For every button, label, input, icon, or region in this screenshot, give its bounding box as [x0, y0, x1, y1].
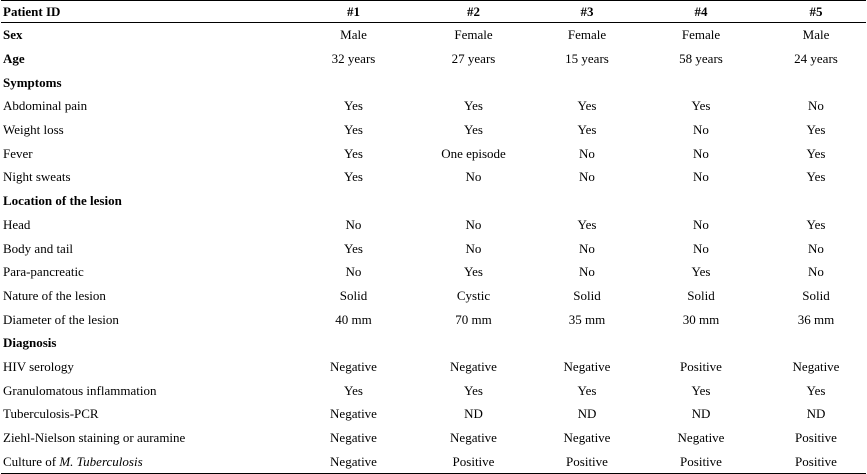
value-cell: No	[579, 145, 595, 161]
value-cell: Yes	[577, 382, 597, 398]
header-row	[1, 1, 866, 23]
value-cell: ND	[806, 406, 826, 422]
patient-header: #2	[467, 4, 480, 19]
table-row	[1, 449, 866, 473]
empty-cell	[409, 331, 538, 355]
patient-header: #1	[347, 4, 360, 19]
table-row	[1, 307, 866, 331]
table-row	[1, 94, 866, 118]
table-body	[1, 23, 866, 474]
value-cell: Yes	[691, 382, 711, 398]
row-label: Granulomatous inflammation	[3, 382, 157, 398]
row-label: Sex	[3, 27, 23, 43]
value-cell: No	[579, 264, 595, 280]
empty-cell	[409, 189, 538, 213]
value-cell: Yes	[691, 98, 711, 114]
value-cell: Yes	[344, 240, 363, 256]
value-cell: 40 mm	[335, 311, 372, 327]
empty-cell	[298, 70, 409, 94]
value-cell: Yes	[577, 216, 597, 232]
table-row	[1, 426, 866, 450]
empty-cell	[766, 70, 866, 94]
value-cell: No	[465, 240, 482, 256]
value-cell: Solid	[339, 287, 368, 303]
section-label: Symptoms	[3, 74, 62, 90]
value-cell: Negative	[330, 406, 377, 422]
table-row	[1, 378, 866, 402]
value-cell: No	[345, 216, 362, 232]
value-cell: Positive	[680, 358, 722, 374]
value-cell: No	[693, 169, 709, 185]
value-cell: Yes	[806, 382, 826, 398]
value-cell: Negative	[330, 358, 377, 374]
table-row	[1, 402, 866, 426]
value-cell: No	[693, 216, 709, 232]
empty-cell	[298, 331, 409, 355]
value-cell: 32 years	[331, 51, 376, 67]
row-label: Ziehl-Nielson staining or auramine	[3, 430, 186, 446]
row-label: Abdominal pain	[3, 98, 88, 114]
table-row	[1, 165, 866, 189]
value-cell: 30 mm	[682, 311, 720, 327]
value-cell: Yes	[806, 145, 826, 161]
row-label: Night sweats	[3, 169, 71, 185]
value-cell: No	[465, 216, 482, 232]
row-label: Para-pancreatic	[3, 264, 84, 280]
empty-cell	[538, 70, 636, 94]
value-cell: 15 years	[565, 51, 609, 67]
value-cell: Yes	[344, 169, 363, 185]
value-cell: Yes	[344, 98, 363, 114]
row-label: Head	[3, 216, 31, 232]
value-cell: Yes	[577, 122, 597, 138]
empty-cell	[636, 331, 766, 355]
empty-cell	[298, 189, 409, 213]
table-row	[1, 23, 866, 47]
section-label: Location of the lesion	[3, 193, 122, 209]
value-cell: Yes	[344, 382, 363, 398]
table-row	[1, 355, 866, 379]
value-cell: Yes	[464, 382, 483, 398]
value-cell: Cystic	[456, 287, 491, 303]
table-row	[1, 284, 866, 308]
value-cell: Negative	[792, 358, 840, 374]
row-label	[1, 449, 298, 473]
value-cell: Solid	[687, 287, 715, 303]
value-cell: Negative	[450, 430, 497, 446]
value-cell: Male	[340, 27, 367, 43]
value-cell: Positive	[566, 453, 608, 469]
value-cell: ND	[691, 406, 711, 422]
value-cell: No	[579, 169, 595, 185]
patient-header: #4	[694, 4, 708, 19]
value-cell: No	[693, 240, 709, 256]
value-cell: Positive	[680, 453, 722, 469]
table-row	[1, 236, 866, 260]
value-cell: Yes	[464, 264, 483, 280]
row-label: Weight loss	[3, 122, 64, 138]
value-cell: No	[465, 169, 482, 185]
value-cell: 24 years	[794, 51, 838, 67]
value-cell: ND	[464, 406, 483, 422]
section-label: Diagnosis	[3, 335, 57, 351]
header-label: Patient ID	[3, 4, 61, 19]
empty-cell	[766, 331, 866, 355]
row-label: Diameter of the lesion	[3, 311, 119, 327]
value-cell: 58 years	[679, 51, 723, 67]
empty-cell	[636, 189, 766, 213]
empty-cell	[538, 189, 636, 213]
empty-cell	[538, 331, 636, 355]
section-row	[1, 331, 866, 355]
value-cell: Yes	[691, 264, 711, 280]
value-cell: Negative	[330, 430, 377, 446]
row-label: Nature of the lesion	[3, 287, 106, 303]
value-cell: Yes	[806, 169, 826, 185]
value-cell: ND	[577, 406, 597, 422]
organism-name: M. Tuberculosis	[59, 453, 143, 469]
value-cell: Yes	[344, 122, 363, 138]
value-cell: Positive	[452, 453, 495, 469]
patient-header: #5	[809, 4, 823, 19]
value-cell: Negative	[677, 430, 725, 446]
value-cell: No	[693, 122, 709, 138]
value-cell: Solid	[802, 287, 830, 303]
row-label: Fever	[3, 145, 33, 161]
value-cell: 35 mm	[568, 311, 606, 327]
value-cell: No	[808, 264, 824, 280]
value-cell: Yes	[464, 122, 483, 138]
value-cell: Yes	[344, 145, 363, 161]
value-cell: One episode	[441, 145, 506, 161]
value-cell: Negative	[563, 430, 611, 446]
value-cell: No	[808, 98, 824, 114]
value-cell: 70 mm	[455, 311, 492, 327]
value-cell: Yes	[806, 216, 826, 232]
table-row	[1, 213, 866, 237]
value-cell: Negative	[450, 358, 497, 374]
patient-table	[1, 0, 866, 474]
value-cell: Negative	[330, 453, 377, 469]
value-cell: No	[808, 240, 824, 256]
empty-cell	[766, 189, 866, 213]
value-cell: Male	[802, 27, 830, 43]
empty-cell	[636, 70, 766, 94]
row-label: Tuberculosis-PCR	[3, 406, 99, 422]
value-cell: 27 years	[451, 51, 496, 67]
value-cell: Positive	[795, 430, 837, 446]
value-cell: Positive	[795, 453, 837, 469]
patient-header: #3	[580, 4, 594, 19]
value-cell: Solid	[573, 287, 601, 303]
value-cell: 36 mm	[797, 311, 835, 327]
table-row	[1, 260, 866, 284]
empty-cell	[409, 70, 538, 94]
value-cell: Yes	[464, 98, 483, 114]
table-row	[1, 141, 866, 165]
value-cell: Female	[454, 27, 493, 43]
row-label-text: Culture of	[3, 453, 60, 469]
value-cell: No	[579, 240, 595, 256]
value-cell: Yes	[806, 122, 826, 138]
value-cell: No	[345, 264, 362, 280]
table-row	[1, 47, 866, 71]
table-row	[1, 118, 866, 142]
value-cell: Female	[681, 27, 721, 43]
value-cell: Female	[567, 27, 607, 43]
row-label: Age	[3, 51, 25, 67]
section-row	[1, 70, 866, 94]
row-label: HIV serology	[3, 358, 74, 374]
value-cell: Negative	[563, 358, 611, 374]
section-row	[1, 189, 866, 213]
value-cell: No	[693, 145, 709, 161]
row-label: Body and tail	[3, 240, 74, 256]
table-header	[1, 1, 866, 23]
value-cell: Yes	[577, 98, 597, 114]
